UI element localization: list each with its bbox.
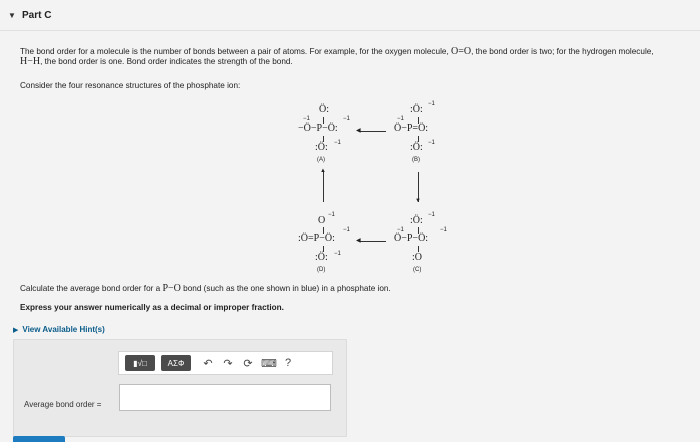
view-hints-link[interactable]: [13, 325, 105, 334]
intro-line-2: [20, 57, 293, 67]
intro-text-c: , the bond order is one. Bond order indicates the strength of the bond.: [40, 57, 293, 66]
question-text-a: Calculate the average bond order for a: [20, 284, 163, 293]
structure-d-middle: :Ö=P−Ö:: [298, 233, 335, 244]
structure-d-bottom-charge: −1: [334, 251, 341, 257]
intro-text-a: The bond order for a molecule is the number of bonds between a pair of atoms. For example, for the oxygen molecule,: [20, 47, 451, 56]
structure-a-bottom-charge: −1: [334, 140, 341, 146]
instruction-text: Express your answer numerically as a decimal or improper fraction.: [20, 303, 284, 312]
intro-line-1: [20, 47, 654, 57]
structure-b-bottom-charge: −1: [428, 140, 435, 146]
structure-d-top-charge: −1: [328, 212, 335, 218]
average-bond-order-input[interactable]: [119, 384, 331, 411]
average-bond-order-label: Average bond order =: [24, 400, 102, 409]
structure-c-right-charge: −1: [440, 227, 447, 233]
resonance-arrow-ad: [323, 172, 324, 202]
submit-button[interactable]: [13, 436, 65, 442]
structure-a-top-oxygen: Ö:: [319, 104, 329, 115]
templates-button[interactable]: ▮√□: [125, 355, 155, 371]
structure-c-label: (C): [413, 267, 422, 273]
intro-text-b: , the bond order is two; for the hydrogen molecule,: [471, 47, 654, 56]
structure-b-label: (B): [412, 157, 420, 163]
question-text: [20, 284, 391, 294]
structure-c-top-oxygen: :Ö:: [410, 215, 423, 226]
view-hints-label: View Available Hint(s): [22, 325, 105, 334]
structure-d-bottom-oxygen: :Ö:: [315, 252, 328, 263]
structure-a-middle: −Ö−P−Ö:: [298, 123, 338, 134]
structure-b-top-charge: −1: [428, 101, 435, 107]
structure-a-label: (A): [317, 157, 325, 163]
keyboard-icon[interactable]: ⌨: [261, 357, 277, 370]
oxygen-formula: O=O: [451, 46, 472, 57]
po-bond-formula: P−O: [162, 283, 181, 294]
part-title[interactable]: Part C: [22, 10, 52, 21]
help-icon[interactable]: ?: [284, 357, 292, 369]
structure-b-top-oxygen: :Ö:: [410, 104, 423, 115]
reset-icon[interactable]: ⟳: [243, 357, 253, 370]
resonance-arrow-ab-left-head-icon: ◀: [356, 128, 361, 134]
structure-a-right-charge: −1: [343, 116, 350, 122]
resonance-arrow-ab: [359, 131, 386, 132]
collapse-triangle-icon[interactable]: ▼: [8, 11, 16, 20]
structure-d-right-charge: −1: [343, 227, 350, 233]
header-divider: [0, 30, 700, 31]
structure-d-label: (D): [317, 267, 326, 273]
resonance-arrow-dc: [359, 241, 386, 242]
redo-icon[interactable]: ↷: [223, 357, 233, 370]
undo-icon[interactable]: ↶: [203, 357, 213, 370]
hydrogen-formula: H−H: [20, 56, 41, 67]
resonance-arrow-dc-left-head-icon: ◀: [356, 238, 361, 244]
structure-a-left-charge: −1: [303, 116, 310, 122]
structure-d-top-oxygen: O: [318, 215, 326, 226]
resonance-arrow-bc-down-head-icon: ▼: [415, 198, 421, 204]
math-toolbar: [118, 351, 333, 375]
consider-text: Consider the four resonance structures of the phosphate ion:: [20, 81, 241, 90]
structure-c-middle: Ö−P−Ö:: [394, 233, 429, 244]
structure-a-bottom-oxygen: :Ö:: [315, 142, 328, 153]
structure-b-bottom-oxygen: :Ö:: [410, 142, 423, 153]
structure-c-bottom-oxygen: :O: [412, 252, 422, 263]
structure-b-left-charge: −1: [397, 116, 404, 122]
structure-c-top-charge: −1: [428, 212, 435, 218]
question-text-b: bond (such as the one shown in blue) in a phosphate ion.: [180, 284, 391, 293]
resonance-arrow-ad-up-head-icon: ▲: [320, 168, 326, 174]
structure-b-middle: Ö−P=Ö:: [394, 123, 429, 134]
structure-c-left-charge: −1: [397, 227, 404, 233]
expand-arrow-icon: ▶: [13, 327, 19, 334]
greek-symbols-button[interactable]: ΑΣΦ: [161, 355, 191, 371]
